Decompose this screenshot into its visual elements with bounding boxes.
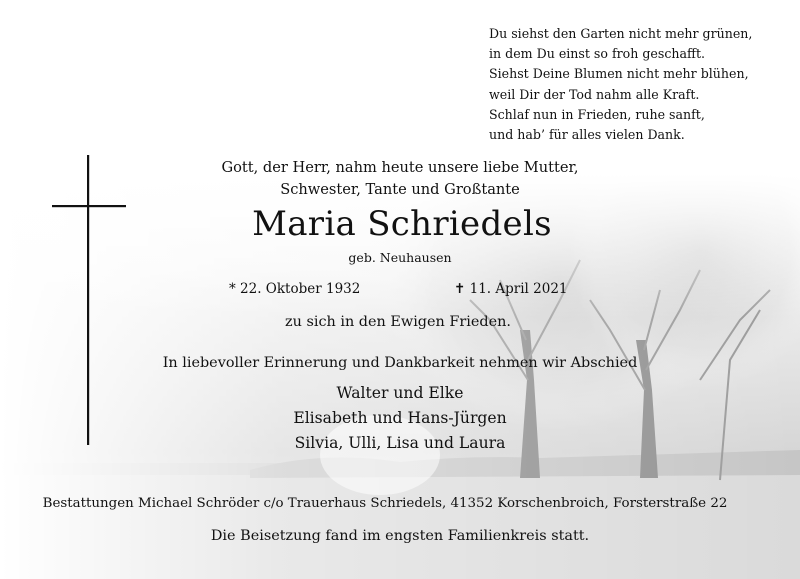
mourner-names: Walter und Elke (336, 384, 464, 402)
poem-line: in dem Du einst so froh geschafft. (489, 46, 706, 62)
eternal-peace-phrase: zu sich in den Ewigen Frieden. (285, 314, 511, 330)
farewell-text: In liebevoller Erinnerung und Dankbarkeit nehmen wir Abschied (162, 355, 638, 371)
poem-line: Schlaf nun in Frieden, ruhe sanft, (489, 106, 705, 122)
mourner-names: Silvia, Ulli, Lisa und Laura (294, 434, 506, 452)
death-date: ✝ 11. April 2021 (454, 281, 568, 297)
funeral-home-address: Bestattungen Michael Schröder c/o Trauerhaus Schriedels, 41352 Korschenbroich, Forsterstraße 22 (42, 496, 728, 511)
deceased-name: Maria Schriedels (252, 204, 552, 244)
birth-date: * 22. Oktober 1932 (229, 281, 361, 297)
poem-line: Siehst Deine Blumen nicht mehr blühen, (489, 66, 749, 82)
poem-line: weil Dir der Tod nahm alle Kraft. (489, 86, 700, 102)
maiden-name: geb. Neuhausen (348, 250, 452, 265)
intro-line: Gott, der Herr, nahm heute unsere liebe Mutter, (221, 159, 579, 176)
poem-line: und hab’ für alles vielen Dank. (489, 127, 685, 143)
intro-line: Schwester, Tante und Großtante (280, 181, 520, 198)
intro-text (0, 157, 800, 201)
burial-note: Die Beisetzung fand im engsten Familienkreis statt. (210, 528, 590, 544)
mourner-names: Elisabeth und Hans-Jürgen (293, 409, 507, 427)
poem (489, 24, 789, 145)
mourners-list (0, 381, 800, 456)
poem-line: Du siehst den Garten nicht mehr grünen, (489, 26, 753, 41)
